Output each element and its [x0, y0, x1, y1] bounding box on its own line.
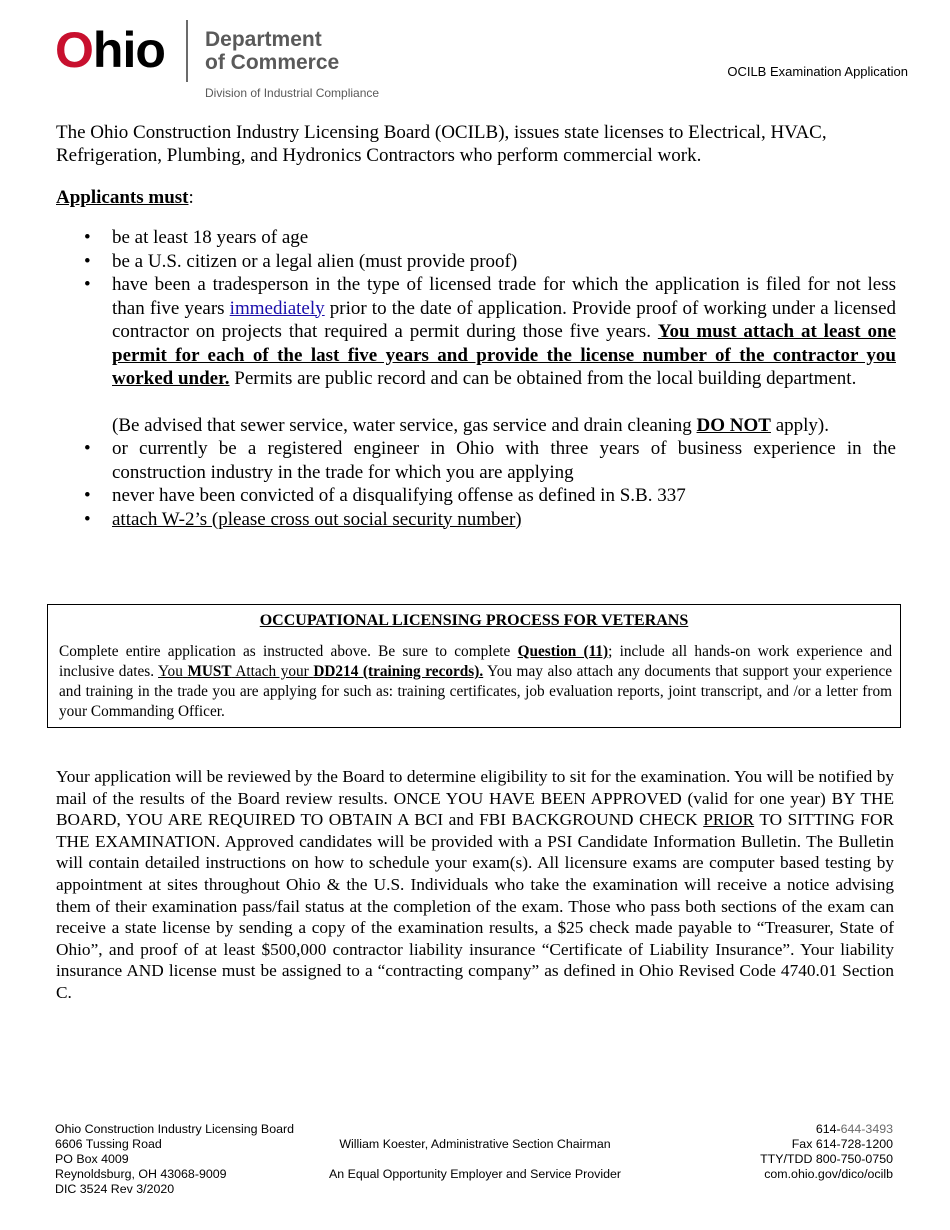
- ohio-logo-rest: hio: [92, 22, 165, 78]
- footer-chairman: William Koester, Administrative Section Chairman: [339, 1137, 611, 1151]
- list-item: [56, 484, 896, 508]
- requirement-age: be at least 18 years of age: [112, 227, 309, 248]
- footer-center: [300, 1137, 650, 1182]
- footer-tty: TTY/TDD 800-750-0750: [760, 1152, 893, 1166]
- veterans-must-attach: [158, 663, 313, 680]
- you-word: You: [158, 663, 183, 680]
- list-item: [56, 226, 896, 250]
- list-item: [56, 508, 896, 532]
- veterans-text: Complete entire application as instructed above. Be sure to complete: [59, 643, 518, 660]
- department-line-2: of Commerce: [205, 51, 340, 74]
- review-text-2: TO SITTING FOR THE EXAMINATION. Approved candidates will be provided with a PSI Candidate Information Bulletin. The Bulletin will contain detailed instructions on how to schedule your exam(s). All licensure exams are computer based testing by appointment at sites throughout Ohio & the U.S. Individuals who take the examination will receive a notice advising them of their examination pass/fail status at the completion of the exam. Those who pass both sections of the exam can receive a state license by sending a copy of the examination results, a $25 check made payable to “Treasurer, State of Ohio”, and proof of at least $500,000 contractor liability insurance “Certificate of Liability Insurance”. Your liability insurance AND license must be assigned to a “contracting company” as defined in Ohio Revised Code 4740.01 Section C.: [56, 810, 894, 1002]
- attach-text: Attach your: [231, 663, 314, 680]
- veterans-text-2: ; include all hands-on work experience and inclusive dates.: [59, 643, 892, 680]
- footer-phone: [760, 1122, 893, 1137]
- note-text: (Be advised that sewer service, water service, gas service and drain cleaning: [112, 414, 697, 436]
- form-title: OCILB Examination Application: [727, 64, 908, 79]
- review-text: Your application will be reviewed by the Board to determine eligibility to sit for the examination. You will be notified by mail of the results of the Board review results. ONCE YOU HAVE BEEN APPROVED (valid for one year) BY THE BOARD, YOU ARE REQUIRED TO OBTAIN A BCI and FBI BACKGROUND CHECK: [56, 767, 894, 830]
- veterans-body: [59, 642, 892, 722]
- bullet: •: [84, 227, 91, 248]
- review-paragraph: [56, 766, 894, 1004]
- veterans-title: OCCUPATIONAL LICENSING PROCESS FOR VETERANS: [259, 612, 689, 629]
- requirement-no-conviction: never have been convicted of a disqualifying offense as defined in S.B. 337: [112, 485, 686, 506]
- logo-divider: [186, 20, 188, 82]
- question-11-ref: Question (11): [517, 643, 609, 660]
- list-item: [56, 250, 896, 274]
- intro-paragraph: The Ohio Construction Industry Licensing Board (OCILB), issues state licenses to Electrical, HVAC, Refrigeration, Plumbing, and Hydronics Contractors who perform commercial work.: [56, 122, 827, 166]
- dd214-ref: [313, 663, 483, 680]
- dd214-text: DD214 (training records).: [313, 663, 484, 680]
- applicants-heading-text: Applicants must: [56, 187, 189, 208]
- applicants-heading-colon: :: [188, 187, 194, 208]
- note-text-end: apply).: [770, 414, 830, 436]
- requirement-tradesperson-text-2: prior to the date of application. Provide proof of working under a licensed contractor on projects that required a permit during those five years.: [112, 297, 896, 342]
- department-name: [205, 28, 339, 74]
- bullet: •: [84, 438, 91, 459]
- veterans-text-3: You may also attach any documents that support your experience and training in the trade you are applying for such as: training certificates, job evaluation reports, joint transcript, and /or a letter from your Commanding Officer.: [59, 663, 893, 720]
- prior-emphasis: PRIOR: [703, 810, 755, 830]
- applicants-heading: [56, 186, 194, 209]
- ohio-logo: [55, 22, 165, 78]
- requirements-list: [56, 226, 896, 531]
- requirement-tradesperson-text: have been a tradesperson in the type of licensed trade for which the application is filed for not less than five years: [112, 274, 896, 319]
- footer-eeo: An Equal Opportunity Employer and Service Provider: [328, 1167, 621, 1181]
- footer-contact: [760, 1122, 893, 1182]
- requirement-tradesperson-text-3: Permits are public record and can be obtained from the local building department.: [229, 368, 857, 389]
- veterans-box: [47, 604, 901, 728]
- footer-website: com.ohio.gov/dico/ocilb: [764, 1167, 893, 1181]
- phone-prefix: 614-: [815, 1122, 841, 1136]
- footer-city: Reynoldsburg, OH 43068-9009: [55, 1167, 227, 1181]
- list-item: [56, 437, 896, 484]
- footer-street: 6606 Tussing Road: [55, 1137, 162, 1151]
- bullet: •: [84, 274, 91, 295]
- footer-board-name: Ohio Construction Industry Licensing Board: [55, 1122, 294, 1136]
- requirement-citizen: be a U.S. citizen or a legal alien (must provide proof): [112, 250, 518, 272]
- bullet: •: [84, 508, 91, 530]
- requirement-engineer: or currently be a registered engineer in Ohio with three years of business experience in the construction industry in the trade for which you are applying: [112, 438, 896, 483]
- sewer-service-note: [112, 414, 896, 438]
- footer-fax: Fax 614-728-1200: [791, 1137, 893, 1151]
- requirement-w2: attach W-2’s (please cross out social security number): [112, 508, 522, 530]
- division-name: Division of Industrial Compliance: [205, 86, 380, 100]
- must-emphasis: MUST: [187, 663, 232, 680]
- permit-requirement-emphasis: You must attach at least one permit for each of the last five years and provide the license number of the contractor you worked under.: [112, 321, 896, 389]
- list-item: [56, 273, 896, 437]
- footer-address: [55, 1122, 294, 1197]
- ohio-logo-o: O: [55, 22, 93, 78]
- bullet: •: [84, 485, 91, 506]
- department-line-1: Department: [205, 28, 322, 51]
- do-not-emphasis: DO NOT: [696, 414, 771, 436]
- bullet: •: [84, 250, 91, 272]
- phone-number: 644-3493: [840, 1122, 893, 1136]
- immediately-link[interactable]: immediately: [229, 297, 325, 319]
- footer-po-box: PO Box 4009: [55, 1152, 129, 1166]
- footer-form-rev: DIC 3524 Rev 3/2020: [55, 1182, 175, 1196]
